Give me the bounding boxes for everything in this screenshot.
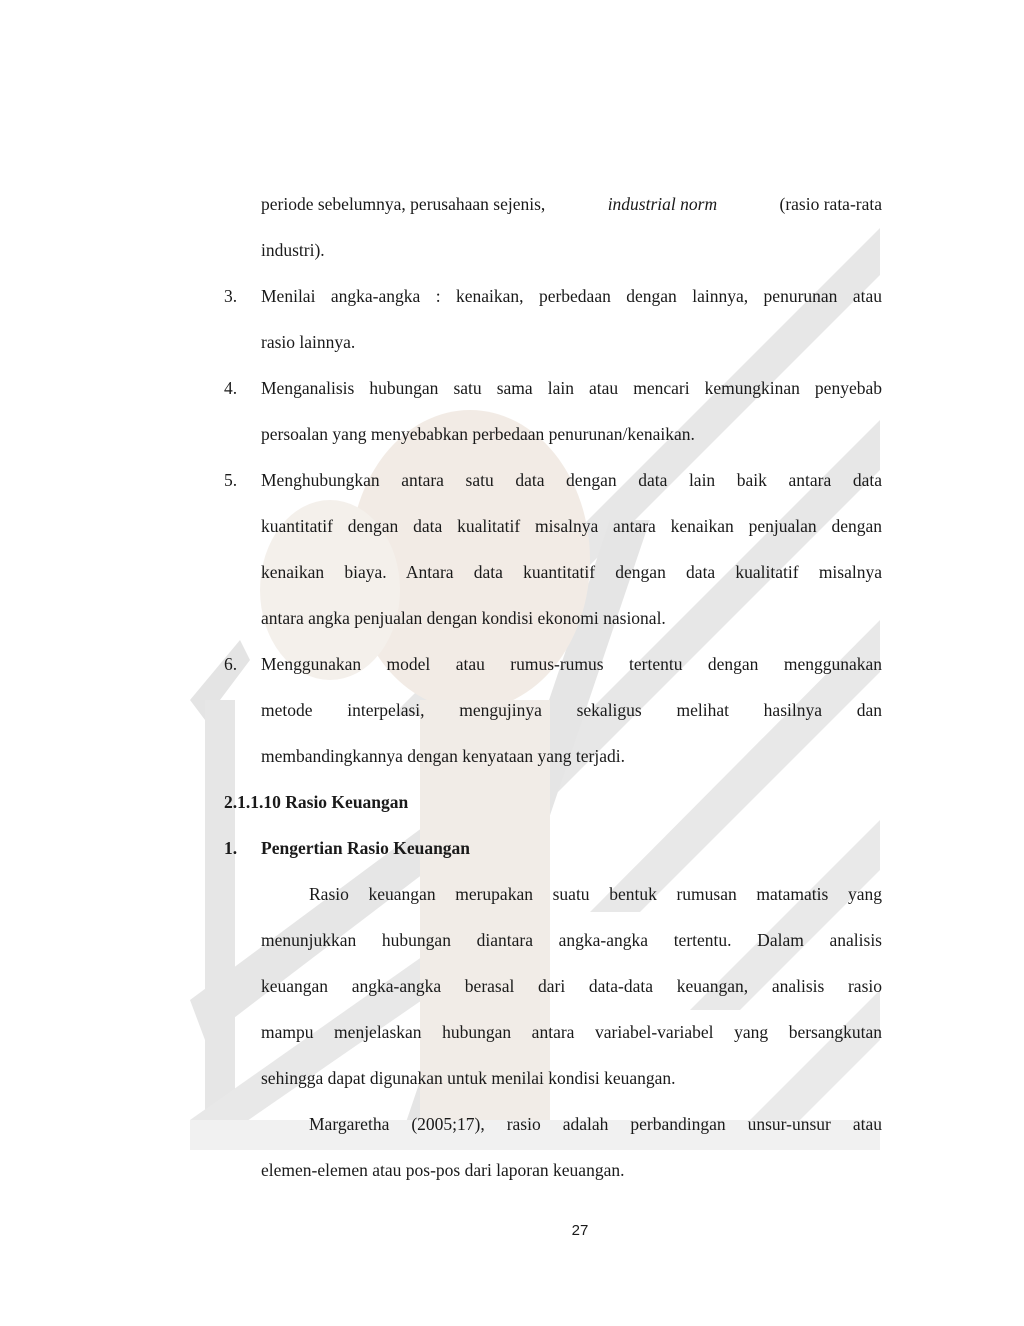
paragraph-line: Rasio keuangan merupakan suatu bentuk rumusan matamatis yang [309,884,882,904]
text-line: industri). [261,240,325,260]
page-number: 27 [571,1222,589,1239]
text-line [261,193,882,215]
list-number: 5. [224,470,238,490]
list-item-line: kuantitatif dengan data kualitatif misalnya antara kenaikan penjualan dengan [261,516,882,536]
paragraph-line: menunjukkan hubungan diantara angka-angka tertentu. Dalam analisis [261,930,882,950]
section-heading: 2.1.1.10 Rasio Keuangan [224,792,409,812]
sub-heading-number: 1. [224,838,238,858]
list-item-line: Menggunakan model atau rumus-rumus tertentu dengan menggunakan [261,654,882,674]
list-number: 3. [224,286,238,306]
list-item-line: membandingkannya dengan kenyataan yang terjadi. [261,746,625,766]
text-run: periode sebelumnya, perusahaan sejenis, [261,194,546,214]
paragraph-line: mampu menjelaskan hubungan antara variabel-variabel yang bersangkutan [261,1022,882,1042]
sub-heading: Pengertian Rasio Keuangan [261,838,471,858]
list-item-line: Menilai angka-angka : kenaikan, perbedaan dengan lainnya, penurunan atau [261,286,882,306]
list-item-line: rasio lainnya. [261,332,356,352]
paragraph-line: Margaretha (2005;17), rasio adalah perbandingan unsur-unsur atau [309,1114,882,1134]
stair-stripe [750,990,880,1120]
list-item-line: Menganalisis hubungan satu sama lain atau mencari kemungkinan penyebab [261,378,882,398]
paragraph-line: keuangan angka-angka berasal dari data-data keuangan, analisis rasio [261,976,882,996]
list-item-line: antara angka penjualan dengan kondisi ekonomi nasional. [261,608,666,628]
list-number: 6. [224,654,238,674]
paragraph-line: elemen-elemen atau pos-pos dari laporan keuangan. [261,1160,625,1180]
list-number: 4. [224,378,238,398]
paragraph-line: sehingga dapat digunakan untuk menilai kondisi keuangan. [261,1068,676,1088]
list-item-line: Menghubungkan antara satu data dengan data lain baik antara data [261,470,882,490]
italic-term: industrial norm [607,194,718,214]
list-item-line: kenaikan biaya. Antara data kuantitatif dengan data kualitatif misalnya [261,562,882,582]
text-run: (rasio rata-rata [779,194,882,214]
list-item-line: metode interpelasi, mengujinya sekaligus melihat hasilnya dan [261,700,882,720]
railing-post [205,700,238,1140]
list-item-line: persoalan yang menyebabkan perbedaan penurunan/kenaikan. [261,424,695,444]
